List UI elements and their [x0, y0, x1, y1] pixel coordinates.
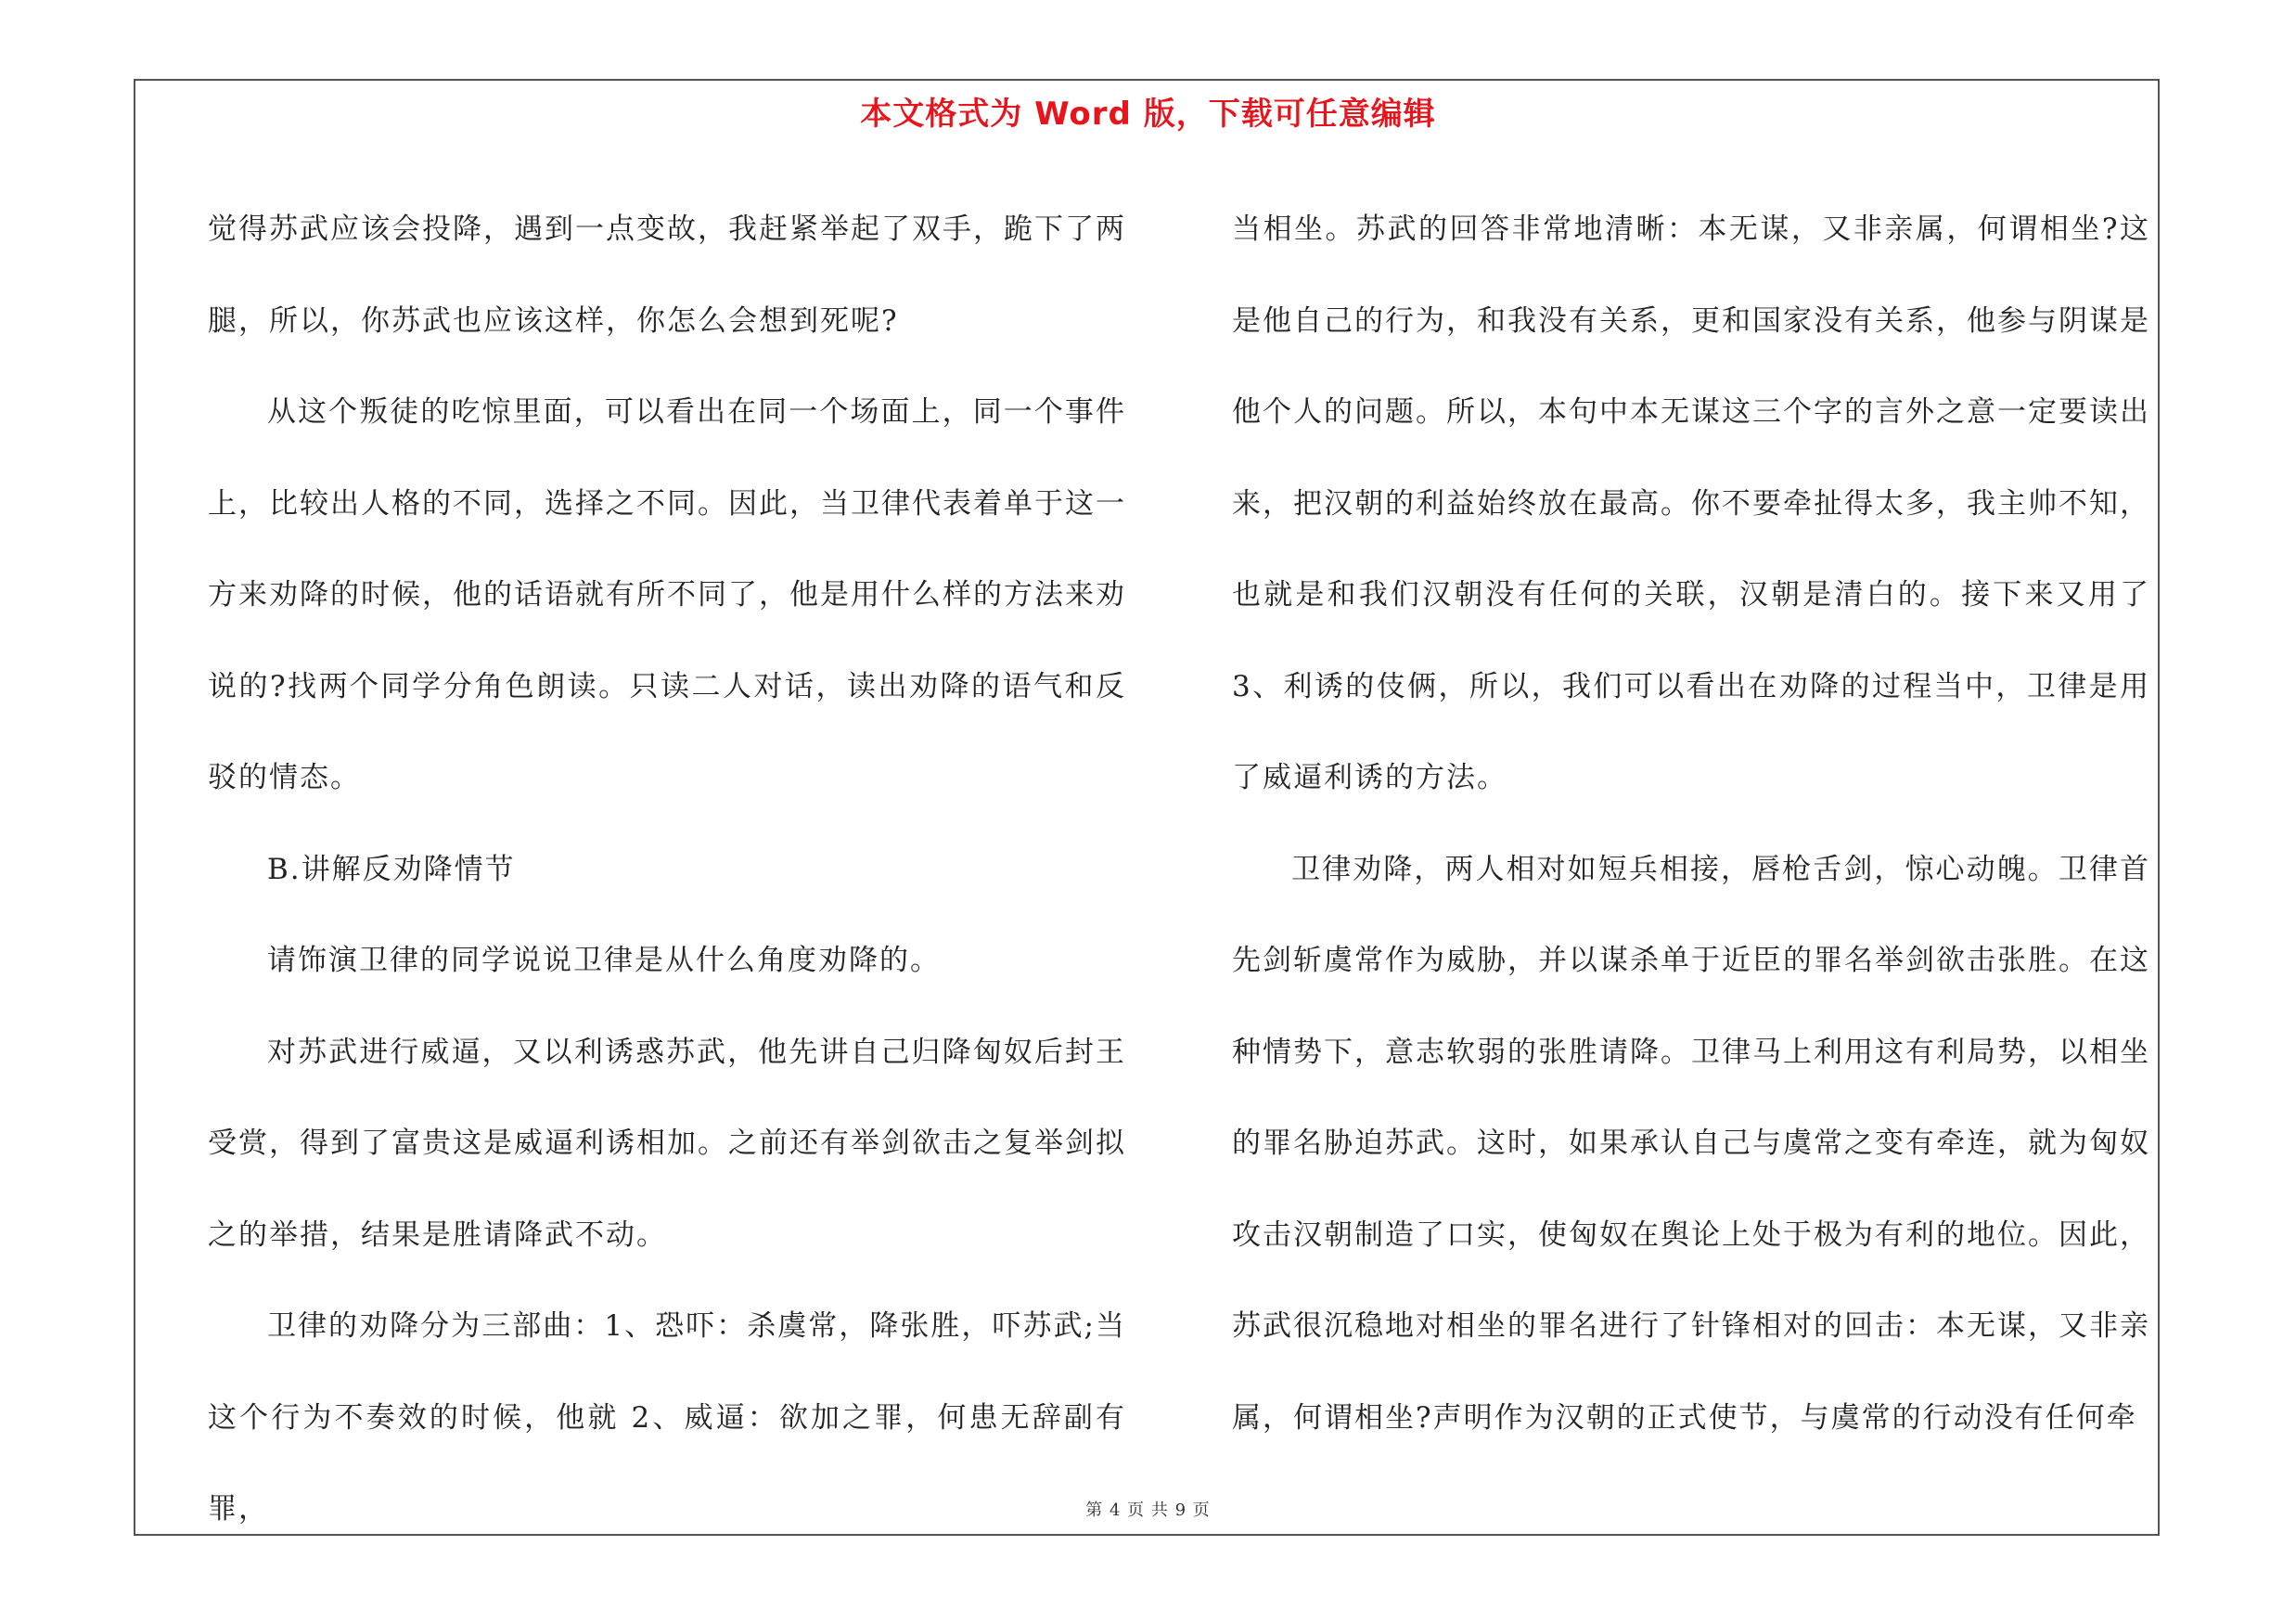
word-format-banner: 本文格式为 Word 版，下载可任意编辑	[860, 96, 1436, 133]
paragraph: 从这个叛徒的吃惊里面，可以看出在同一个场面上，同一个事件上，比较出人格的不同，选择之不同。因此，当卫律代表着单于这一方来劝降的时候，他的话语就有所不同了，他是用什么样的方法来劝说的?找两个同学分角色朗读。只读二人对话，读出劝降的语气和反驳的情态。	[208, 395, 1126, 794]
section-heading: B.讲解反劝降情节	[267, 852, 516, 886]
left-text-column	[208, 184, 1126, 1555]
page-number-footer: 第 4 页 共 9 页	[1085, 1501, 1211, 1520]
right-text-column	[1232, 184, 2150, 1463]
paragraph: 卫律的劝降分为三部曲：1、恐吓：杀虞常，降张胜，吓苏武;当这个行为不奏效的时候，他就 2、威逼：欲加之罪，何患无辞副有罪，	[208, 1309, 1126, 1526]
paragraph: 卫律劝降，两人相对如短兵相接，唇枪舌剑，惊心动魄。卫律首先剑斩虞常作为威胁，并以谋杀单于近臣的罪名举剑欲击张胜。在这种情势下，意志软弱的张胜请降。卫律马上利用这有利局势，以相坐的罪名胁迫苏武。这时，如果承认自己与虞常之变有牵连，就为匈奴攻击汉朝制造了口实，使匈奴在舆论上处于极为有利的地位。因此，苏武很沉稳地对相坐的罪名进行了针锋相对的回击：本无谋，又非亲属，何谓相坐?声明作为汉朝的正式使节，与虞常的行动没有任何牵	[1232, 852, 2150, 1435]
paragraph-continuation: 当相坐。苏武的回答非常地清晰：本无谋，又非亲属，何谓相坐?这是他自己的行为，和我没有关系，更和国家没有关系，他参与阴谋是他个人的问题。所以，本句中本无谋这三个字的言外之意一定要读出来，把汉朝的利益始终放在最高。你不要牵扯得太多，我主帅不知，也就是和我们汉朝没有任何的关联，汉朝是清白的。接下来又用了 3、利诱的伎俩，所以，我们可以看出在劝降的过程当中，卫律是用了威逼利诱的方法。	[1232, 213, 2150, 794]
paragraph: 对苏武进行威逼，又以利诱惑苏武，他先讲自己归降匈奴后封王受赏，得到了富贵这是威逼利诱相加。之前还有举剑欲击之复举剑拟之的举措，结果是胜请降武不动。	[208, 1035, 1126, 1252]
paragraph: 请饰演卫律的同学说说卫律是从什么角度劝降的。	[267, 944, 941, 977]
paragraph-continuation: 觉得苏武应该会投降，遇到一点变故，我赶紧举起了双手，跪下了两腿，所以，你苏武也应该这样，你怎么会想到死呢?	[208, 213, 1126, 338]
